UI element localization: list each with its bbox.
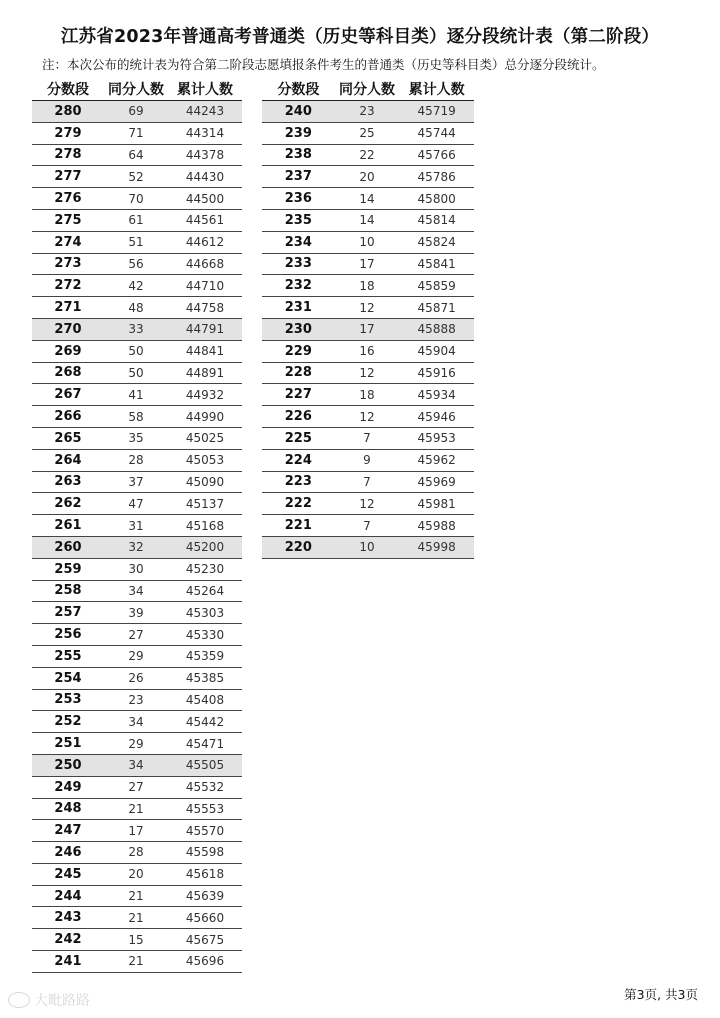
score-cell: 280 [32,101,104,123]
count-cell: 20 [335,166,400,188]
count-cell: 50 [104,340,168,362]
count-cell: 51 [104,231,168,253]
table-row [32,318,242,340]
cumulative-cell: 45570 [168,820,242,842]
count-cell: 10 [335,231,400,253]
count-cell: 23 [335,101,400,123]
table-row [32,340,242,362]
score-cell: 264 [32,449,104,471]
count-cell: 35 [104,427,168,449]
count-cell: 61 [104,209,168,231]
score-cell: 260 [32,536,104,558]
count-cell: 21 [104,885,168,907]
score-table-right [262,78,474,559]
table-row [32,580,242,602]
table-row [262,318,474,340]
table-row [32,711,242,733]
table-row [32,624,242,646]
count-cell: 69 [104,101,168,123]
score-cell: 258 [32,580,104,602]
score-cell: 269 [32,340,104,362]
score-cell: 241 [32,951,104,973]
watermark-logo-icon [8,992,30,1008]
table-row [32,188,242,210]
cumulative-cell: 45618 [168,863,242,885]
count-cell: 37 [104,471,168,493]
table-row [262,493,474,515]
cumulative-cell: 45969 [399,471,474,493]
watermark [8,990,90,1010]
score-cell: 255 [32,645,104,667]
count-cell: 17 [335,318,400,340]
table-row [32,733,242,755]
table-row [262,144,474,166]
count-cell: 12 [335,362,400,384]
score-cell: 227 [262,384,335,406]
score-cell: 250 [32,754,104,776]
table-row [262,297,474,319]
table-row [32,929,242,951]
score-cell: 226 [262,406,335,428]
score-cell: 275 [32,209,104,231]
count-cell: 32 [104,536,168,558]
cumulative-cell: 45719 [399,101,474,123]
cumulative-cell: 45981 [399,493,474,515]
score-cell: 262 [32,493,104,515]
cumulative-cell: 45766 [399,144,474,166]
cumulative-cell: 45800 [399,188,474,210]
cumulative-cell: 45744 [399,122,474,144]
score-cell: 238 [262,144,335,166]
count-cell: 56 [104,253,168,275]
cumulative-cell: 45532 [168,776,242,798]
score-cell: 265 [32,427,104,449]
cumulative-cell: 45090 [168,471,242,493]
cumulative-cell: 44612 [168,231,242,253]
score-cell: 271 [32,297,104,319]
table-row [32,166,242,188]
header-score: 分数段 [32,78,104,101]
cumulative-cell: 44710 [168,275,242,297]
count-cell: 7 [335,515,400,537]
score-cell: 244 [32,885,104,907]
count-cell: 15 [104,929,168,951]
cumulative-cell: 45953 [399,427,474,449]
score-cell: 274 [32,231,104,253]
count-cell: 39 [104,602,168,624]
count-cell: 17 [335,253,400,275]
table-row [262,515,474,537]
table-row [262,188,474,210]
cumulative-cell: 44314 [168,122,242,144]
score-cell: 278 [32,144,104,166]
cumulative-cell: 45385 [168,667,242,689]
count-cell: 28 [104,842,168,864]
count-cell: 47 [104,493,168,515]
table-row [32,427,242,449]
cumulative-cell: 45660 [168,907,242,929]
header-score: 分数段 [262,78,335,101]
score-cell: 259 [32,558,104,580]
count-cell: 50 [104,362,168,384]
score-cell: 272 [32,275,104,297]
cumulative-cell: 45137 [168,493,242,515]
score-cell: 223 [262,471,335,493]
count-cell: 10 [335,536,400,558]
cumulative-cell: 45200 [168,536,242,558]
cumulative-cell: 45505 [168,754,242,776]
cumulative-cell: 44891 [168,362,242,384]
table-row [262,449,474,471]
table-header-row [32,78,242,101]
table-row [32,820,242,842]
table-row [32,449,242,471]
score-cell: 253 [32,689,104,711]
table-row [32,231,242,253]
score-cell: 267 [32,384,104,406]
count-cell: 27 [104,776,168,798]
count-cell: 26 [104,667,168,689]
count-cell: 7 [335,471,400,493]
score-cell: 257 [32,602,104,624]
count-cell: 18 [335,275,400,297]
score-cell: 279 [32,122,104,144]
cumulative-cell: 45230 [168,558,242,580]
score-cell: 248 [32,798,104,820]
cumulative-cell: 45025 [168,427,242,449]
cumulative-cell: 44668 [168,253,242,275]
cumulative-cell: 44758 [168,297,242,319]
count-cell: 41 [104,384,168,406]
score-cell: 247 [32,820,104,842]
cumulative-cell: 45639 [168,885,242,907]
count-cell: 16 [335,340,400,362]
table-row [32,362,242,384]
count-cell: 34 [104,754,168,776]
header-cumulative: 累计人数 [399,78,474,101]
score-cell: 220 [262,536,335,558]
count-cell: 64 [104,144,168,166]
score-cell: 251 [32,733,104,755]
cumulative-cell: 45264 [168,580,242,602]
cumulative-cell: 45553 [168,798,242,820]
score-cell: 228 [262,362,335,384]
table-row [262,362,474,384]
table-row [262,536,474,558]
score-cell: 235 [262,209,335,231]
score-cell: 240 [262,101,335,123]
table-row [262,427,474,449]
score-cell: 273 [32,253,104,275]
count-cell: 12 [335,493,400,515]
score-table-left [32,78,242,973]
table-row [32,951,242,973]
count-cell: 14 [335,209,400,231]
count-cell: 34 [104,711,168,733]
cumulative-cell: 45871 [399,297,474,319]
cumulative-cell: 44430 [168,166,242,188]
count-cell: 52 [104,166,168,188]
count-cell: 70 [104,188,168,210]
score-cell: 225 [262,427,335,449]
cumulative-cell: 45598 [168,842,242,864]
score-cell: 222 [262,493,335,515]
cumulative-cell: 45442 [168,711,242,733]
score-cell: 256 [32,624,104,646]
table-row [32,536,242,558]
count-cell: 58 [104,406,168,428]
watermark-text: 大毗路路 [34,993,90,1009]
cumulative-cell: 45359 [168,645,242,667]
table-row [32,406,242,428]
table-row [262,253,474,275]
count-cell: 21 [104,798,168,820]
table-row [32,253,242,275]
table-row [262,275,474,297]
cumulative-cell: 44500 [168,188,242,210]
table-row [32,645,242,667]
cumulative-cell: 45053 [168,449,242,471]
count-cell: 25 [335,122,400,144]
cumulative-cell: 45904 [399,340,474,362]
table-row [262,122,474,144]
count-cell: 22 [335,144,400,166]
cumulative-cell: 45471 [168,733,242,755]
count-cell: 27 [104,624,168,646]
cumulative-cell: 45998 [399,536,474,558]
score-cell: 230 [262,318,335,340]
count-cell: 28 [104,449,168,471]
cumulative-cell: 45675 [168,929,242,951]
count-cell: 33 [104,318,168,340]
count-cell: 9 [335,449,400,471]
count-cell: 71 [104,122,168,144]
count-cell: 7 [335,427,400,449]
header-count: 同分人数 [104,78,168,101]
cumulative-cell: 45824 [399,231,474,253]
count-cell: 23 [104,689,168,711]
table-row [32,144,242,166]
score-cell: 249 [32,776,104,798]
cumulative-cell: 45962 [399,449,474,471]
table-row [32,885,242,907]
header-count: 同分人数 [335,78,400,101]
score-cell: 221 [262,515,335,537]
count-cell: 31 [104,515,168,537]
score-cell: 246 [32,842,104,864]
cumulative-cell: 45696 [168,951,242,973]
score-cell: 239 [262,122,335,144]
table-header-row [262,78,474,101]
count-cell: 12 [335,297,400,319]
score-cell: 229 [262,340,335,362]
table-row [32,602,242,624]
score-cell: 232 [262,275,335,297]
count-cell: 21 [104,951,168,973]
cumulative-cell: 44990 [168,406,242,428]
score-cell: 245 [32,863,104,885]
cumulative-cell: 45786 [399,166,474,188]
cumulative-cell: 45841 [399,253,474,275]
count-cell: 20 [104,863,168,885]
table-row [32,101,242,123]
count-cell: 30 [104,558,168,580]
table-row [32,275,242,297]
table-row [32,667,242,689]
cumulative-cell: 45888 [399,318,474,340]
table-row [32,776,242,798]
page-number: 第3页, 共3页 [624,987,698,1002]
table-row [262,101,474,123]
score-cell: 234 [262,231,335,253]
count-cell: 34 [104,580,168,602]
score-cell: 266 [32,406,104,428]
cumulative-cell: 45859 [399,275,474,297]
count-cell: 12 [335,406,400,428]
table-row [262,231,474,253]
score-cell: 270 [32,318,104,340]
score-cell: 231 [262,297,335,319]
table-row [262,384,474,406]
table-row [32,471,242,493]
score-cell: 261 [32,515,104,537]
table-row [262,209,474,231]
table-note: 注：本次公布的统计表为符合第二阶段志愿填报条件考生的普通类（历史等科目类）总分逐分段统计。 [42,57,605,72]
table-row [32,493,242,515]
cumulative-cell: 44378 [168,144,242,166]
score-cell: 268 [32,362,104,384]
table-row [32,798,242,820]
table-row [262,406,474,428]
cumulative-cell: 45916 [399,362,474,384]
cumulative-cell: 45408 [168,689,242,711]
score-cell: 276 [32,188,104,210]
table-row [32,209,242,231]
score-cell: 237 [262,166,335,188]
table-row [32,558,242,580]
score-cell: 263 [32,471,104,493]
score-cell: 252 [32,711,104,733]
count-cell: 21 [104,907,168,929]
cumulative-cell: 44841 [168,340,242,362]
cumulative-cell: 44791 [168,318,242,340]
table-row [32,863,242,885]
table-row [32,515,242,537]
score-cell: 224 [262,449,335,471]
score-cell: 243 [32,907,104,929]
table-row [262,471,474,493]
table-row [32,842,242,864]
score-cell: 254 [32,667,104,689]
count-cell: 18 [335,384,400,406]
count-cell: 42 [104,275,168,297]
count-cell: 17 [104,820,168,842]
table-row [32,384,242,406]
score-cell: 233 [262,253,335,275]
score-cell: 277 [32,166,104,188]
cumulative-cell: 45814 [399,209,474,231]
header-cumulative: 累计人数 [168,78,242,101]
cumulative-cell: 45934 [399,384,474,406]
table-row [32,907,242,929]
cumulative-cell: 44932 [168,384,242,406]
cumulative-cell: 45168 [168,515,242,537]
cumulative-cell: 45988 [399,515,474,537]
score-cell: 242 [32,929,104,951]
count-cell: 14 [335,188,400,210]
table-row [262,340,474,362]
count-cell: 29 [104,733,168,755]
count-cell: 48 [104,297,168,319]
score-cell: 236 [262,188,335,210]
page-title: 江苏省2023年普通高考普通类（历史等科目类）逐分段统计表（第二阶段） [60,27,660,47]
cumulative-cell: 45303 [168,602,242,624]
table-row [262,166,474,188]
cumulative-cell: 45330 [168,624,242,646]
count-cell: 29 [104,645,168,667]
table-row [32,689,242,711]
cumulative-cell: 44243 [168,101,242,123]
table-row [32,122,242,144]
table-row [32,297,242,319]
table-row [32,754,242,776]
cumulative-cell: 44561 [168,209,242,231]
cumulative-cell: 45946 [399,406,474,428]
